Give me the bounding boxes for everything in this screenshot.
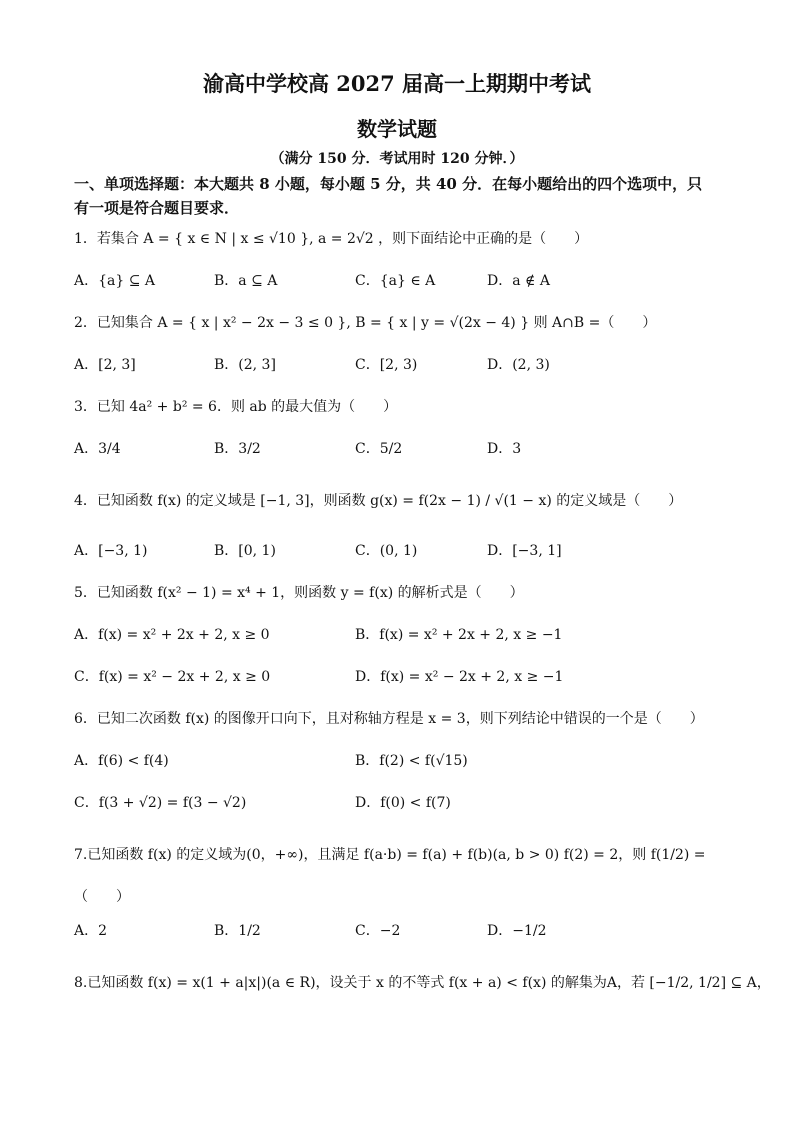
- question-1-option-c: C．{a} ∈ A: [355, 273, 436, 289]
- question-7-option-d: D．−1/2: [487, 923, 547, 939]
- question-3-option-a: A．3/4: [74, 441, 121, 457]
- exam-title: 渝高中学校高 2027 届高一上期期中考试: [202, 71, 592, 96]
- section-heading-line1: 一、单项选择题：本大题共 8 小题，每小题 5 分，共 40 分．在每小题给出的四个选项中，只: [74, 175, 703, 193]
- exam-note: （满分 150 分．考试用时 120 分钟．）: [270, 151, 524, 167]
- question-3-option-b: B．3/2: [214, 441, 261, 457]
- question-4-option-a: A．[−3, 1): [74, 543, 148, 559]
- question-6-option-b: B．f(2) < f(√15): [355, 753, 468, 769]
- question-6-option-a: A．f(6) < f(4): [74, 753, 169, 769]
- question-6-option-d: D．f(0) < f(7): [355, 795, 451, 811]
- question-6-option-c: C．f(3 + √2) = f(3 − √2): [74, 795, 247, 811]
- question-3-option-d: D．3: [487, 441, 522, 457]
- question-2-option-c: C．[2, 3): [355, 357, 418, 373]
- question-7-option-c: C．−2: [355, 923, 401, 939]
- question-4-option-c: C．(0, 1): [355, 543, 418, 559]
- question-2-option-d: D．(2, 3): [487, 357, 550, 373]
- question-5-option-c: C．f(x) = x² − 2x + 2, x ≥ 0: [74, 669, 271, 685]
- question-7-stem-continued: （ ）: [74, 889, 130, 905]
- question-7-stem: 7.已知函数 f(x) 的定义域为(0，+∞)，且满足 f(a·b) = f(a) + f(b)(a, b > 0) f(2) = 2，则 f(1/2) =: [74, 847, 706, 863]
- question-1-option-b: B．a ⊆ A: [214, 273, 278, 289]
- question-3-stem: 3．已知 4a² + b² = 6．则 ab 的最大值为（ ）: [74, 399, 398, 415]
- question-4-option-d: D．[−3, 1]: [487, 543, 562, 559]
- question-1-stem: 1．若集合 A = { x ∈ N | x ≤ √10 }, a = 2√2 ，则下面结论中正确的是（ ）: [74, 231, 589, 247]
- question-5-stem: 5．已知函数 f(x² − 1) = x⁴ + 1，则函数 y = f(x) 的解析式是（ ）: [74, 585, 524, 601]
- question-2-option-a: A．[2, 3]: [74, 357, 136, 373]
- question-7-option-b: B．1/2: [214, 923, 261, 939]
- question-2-option-b: B．(2, 3]: [214, 357, 276, 373]
- question-7-option-a: A．2: [74, 923, 108, 939]
- question-3-option-c: C．5/2: [355, 441, 403, 457]
- question-8-stem: 8.已知函数 f(x) = x(1 + a|x|)(a ∈ R)，设关于 x 的不等式 f(x + a) < f(x) 的解集为A，若 [−1/2, 1/2] ⊆ A，: [74, 975, 771, 991]
- question-2-stem: 2．已知集合 A = { x | x² − 2x − 3 ≤ 0 }, B = { x | y = √(2x − 4) } 则 A∩B =（ ）: [74, 315, 657, 331]
- question-5-option-d: D．f(x) = x² − 2x + 2, x ≥ −1: [355, 669, 564, 685]
- question-6-stem: 6．已知二次函数 f(x) 的图像开口向下，且对称轴方程是 x = 3，则下列结论中错误的一个是（ ）: [74, 711, 704, 727]
- question-5-option-b: B．f(x) = x² + 2x + 2, x ≥ −1: [355, 627, 563, 643]
- question-4-stem: 4．已知函数 f(x) 的定义域是 [−1, 3]，则函数 g(x) = f(2x − 1) / √(1 − x) 的定义域是（ ）: [74, 493, 683, 509]
- question-5-option-a: A．f(x) = x² + 2x + 2, x ≥ 0: [74, 627, 270, 643]
- exam-subject: 数学试题: [357, 117, 437, 141]
- question-1-option-d: D．a ∉ A: [487, 273, 550, 289]
- question-1-option-a: A．{a} ⊆ A: [74, 273, 156, 289]
- section-heading-line2: 有一项是符合题目要求．: [74, 199, 240, 217]
- question-4-option-b: B．[0, 1): [214, 543, 276, 559]
